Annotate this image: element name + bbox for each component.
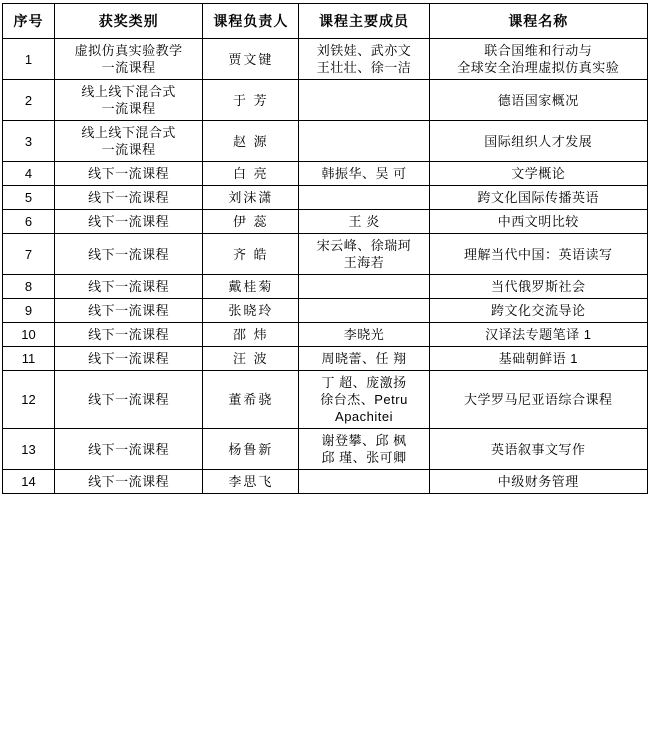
cell-course-members	[299, 210, 429, 234]
cell-course-leader: 邵 炜	[203, 323, 299, 347]
cell-course-members	[299, 39, 429, 80]
cell-course-members	[299, 275, 429, 299]
cell-award-type	[55, 210, 203, 234]
cell-course-name-line: 跨文化国际传播英语	[477, 190, 600, 205]
cell-course-leader: 伊 蕊	[203, 210, 299, 234]
cell-award-type-line: 线下一流课程	[88, 190, 170, 205]
cell-course-leader: 李思飞	[203, 470, 299, 494]
cell-course-name-line: 大学罗马尼亚语综合课程	[464, 392, 613, 407]
cell-award-type-line: 线下一流课程	[88, 474, 170, 489]
cell-award-type-line: 线下一流课程	[88, 327, 170, 342]
cell-course-name	[429, 470, 647, 494]
cell-course-leader: 汪 波	[203, 347, 299, 371]
cell-award-type-line: 线下一流课程	[88, 279, 170, 294]
cell-course-name	[429, 162, 647, 186]
cell-course-members	[299, 234, 429, 275]
cell-award-type-line: 线下一流课程	[88, 351, 170, 366]
cell-course-name-line: 汉译法专题笔译 1	[485, 327, 592, 342]
cell-course-name	[429, 186, 647, 210]
cell-award-type	[55, 323, 203, 347]
cell-course-members	[299, 121, 429, 162]
table-row	[3, 299, 648, 323]
cell-course-members-line: 王 炎	[348, 214, 380, 229]
cell-course-leader: 董希骁	[203, 371, 299, 429]
table-header	[3, 4, 648, 39]
cell-course-leader: 张晓玲	[203, 299, 299, 323]
table-row	[3, 162, 648, 186]
cell-index: 13	[3, 429, 55, 470]
cell-index: 12	[3, 371, 55, 429]
cell-award-type-line: 一流课程	[101, 142, 156, 157]
cell-award-type	[55, 121, 203, 162]
cell-course-members-line: 李晓光	[343, 327, 385, 342]
cell-index: 1	[3, 39, 55, 80]
cell-course-name-line: 国际组织人才发展	[484, 133, 593, 149]
cell-course-name	[429, 234, 647, 275]
table-row	[3, 470, 648, 494]
cell-index: 14	[3, 470, 55, 494]
cell-course-members	[299, 299, 429, 323]
cell-award-type-line: 线上线下混合式	[81, 125, 176, 140]
cell-course-leader: 杨鲁新	[203, 429, 299, 470]
cell-course-name-line: 中西文明比较	[497, 214, 579, 229]
cell-index: 10	[3, 323, 55, 347]
column-header-course-leader: 课程负责人	[203, 4, 299, 39]
cell-award-type	[55, 299, 203, 323]
cell-course-members-line: 宋云峰、徐瑞珂	[316, 238, 412, 253]
cell-award-type	[55, 347, 203, 371]
table-row	[3, 39, 648, 80]
cell-course-name	[429, 299, 647, 323]
table-header-row	[3, 4, 648, 39]
cell-course-name	[429, 121, 647, 162]
cell-course-members	[299, 371, 429, 429]
cell-course-name-line: 德语国家概况	[497, 92, 579, 108]
cell-course-name	[429, 80, 647, 121]
cell-course-name-line: 理解当代中国：英语读写	[464, 246, 613, 262]
table-row	[3, 275, 648, 299]
column-header-award-type: 获奖类别	[55, 4, 203, 39]
cell-course-members-line: Apachitei	[335, 409, 394, 424]
cell-award-type-line: 线下一流课程	[88, 166, 170, 181]
cell-award-type	[55, 275, 203, 299]
cell-course-members	[299, 80, 429, 121]
cell-index: 2	[3, 80, 55, 121]
cell-course-leader: 白 亮	[203, 162, 299, 186]
cell-award-type-line: 一流课程	[101, 101, 156, 116]
cell-award-type	[55, 162, 203, 186]
table-row	[3, 234, 648, 275]
cell-index: 7	[3, 234, 55, 275]
cell-course-name-line: 基础朝鲜语 1	[498, 351, 578, 366]
cell-course-name-line: 全球安全治理虚拟仿真实验	[457, 60, 620, 75]
cell-course-members	[299, 347, 429, 371]
cell-award-type	[55, 80, 203, 121]
cell-award-type-line: 虚拟仿真实验教学	[74, 43, 183, 58]
cell-course-leader: 齐 皓	[203, 234, 299, 275]
cell-course-name	[429, 371, 647, 429]
table-row	[3, 80, 648, 121]
table-row	[3, 429, 648, 470]
table-row	[3, 210, 648, 234]
cell-course-name	[429, 323, 647, 347]
cell-award-type-line: 线下一流课程	[88, 214, 170, 229]
cell-course-name-line: 当代俄罗斯社会	[491, 279, 586, 294]
cell-award-type	[55, 429, 203, 470]
cell-course-name	[429, 39, 647, 80]
cell-index: 6	[3, 210, 55, 234]
table-row	[3, 121, 648, 162]
cell-course-members-line: 周晓蕾、任 翔	[321, 351, 407, 366]
cell-course-name	[429, 429, 647, 470]
cell-award-type	[55, 39, 203, 80]
cell-course-members-line: 王海若	[343, 255, 385, 270]
cell-index: 3	[3, 121, 55, 162]
cell-course-name	[429, 275, 647, 299]
cell-award-type	[55, 186, 203, 210]
cell-award-type-line: 线下一流课程	[88, 303, 170, 318]
cell-course-members	[299, 470, 429, 494]
column-header-course-members: 课程主要成员	[299, 4, 429, 39]
cell-course-members-line: 邱 瑾、张可卿	[321, 450, 407, 465]
cell-award-type-line: 线下一流课程	[88, 441, 170, 457]
cell-course-name-line: 中级财务管理	[497, 474, 579, 489]
cell-award-type	[55, 234, 203, 275]
cell-course-leader: 贾文键	[203, 39, 299, 80]
cell-index: 5	[3, 186, 55, 210]
cell-course-name-line: 联合国维和行动与	[484, 43, 593, 58]
cell-course-members-line: 谢登攀、邱 枫	[321, 433, 407, 448]
cell-award-type	[55, 371, 203, 429]
cell-course-leader: 赵 源	[203, 121, 299, 162]
cell-award-type-line: 线下一流课程	[88, 392, 170, 407]
cell-course-name-line: 文学概论	[511, 166, 566, 181]
cell-course-members	[299, 186, 429, 210]
cell-course-members-line: 丁 超、庞激扬	[321, 375, 407, 390]
table-row	[3, 186, 648, 210]
cell-index: 9	[3, 299, 55, 323]
table-body	[3, 39, 648, 494]
cell-award-type	[55, 470, 203, 494]
cell-index: 8	[3, 275, 55, 299]
cell-course-name-line: 英语叙事文写作	[491, 441, 586, 457]
cell-course-name	[429, 347, 647, 371]
cell-award-type-line: 一流课程	[101, 60, 156, 75]
cell-course-members	[299, 162, 429, 186]
cell-course-members	[299, 429, 429, 470]
table-row	[3, 371, 648, 429]
cell-course-leader: 于 芳	[203, 80, 299, 121]
cell-course-members-line: 韩振华、吴 可	[321, 166, 407, 181]
cell-award-type-line: 线上线下混合式	[81, 84, 176, 99]
cell-award-type-line: 线下一流课程	[88, 246, 170, 262]
cell-index: 4	[3, 162, 55, 186]
cell-course-members-line: 王壮壮、徐一洁	[316, 60, 412, 75]
table-row	[3, 347, 648, 371]
cell-course-name	[429, 210, 647, 234]
cell-course-leader: 刘沫潇	[203, 186, 299, 210]
table-row	[3, 323, 648, 347]
award-course-table	[2, 3, 648, 494]
column-header-course-name: 课程名称	[429, 4, 647, 39]
cell-course-members-line: 刘铁娃、武亦文	[316, 43, 412, 58]
cell-course-leader: 戴桂菊	[203, 275, 299, 299]
cell-course-members-line: 徐台杰、Petru	[320, 392, 408, 407]
cell-index: 11	[3, 347, 55, 371]
cell-course-name-line: 跨文化交流导论	[491, 303, 586, 318]
column-header-index: 序号	[3, 4, 55, 39]
cell-course-members	[299, 323, 429, 347]
